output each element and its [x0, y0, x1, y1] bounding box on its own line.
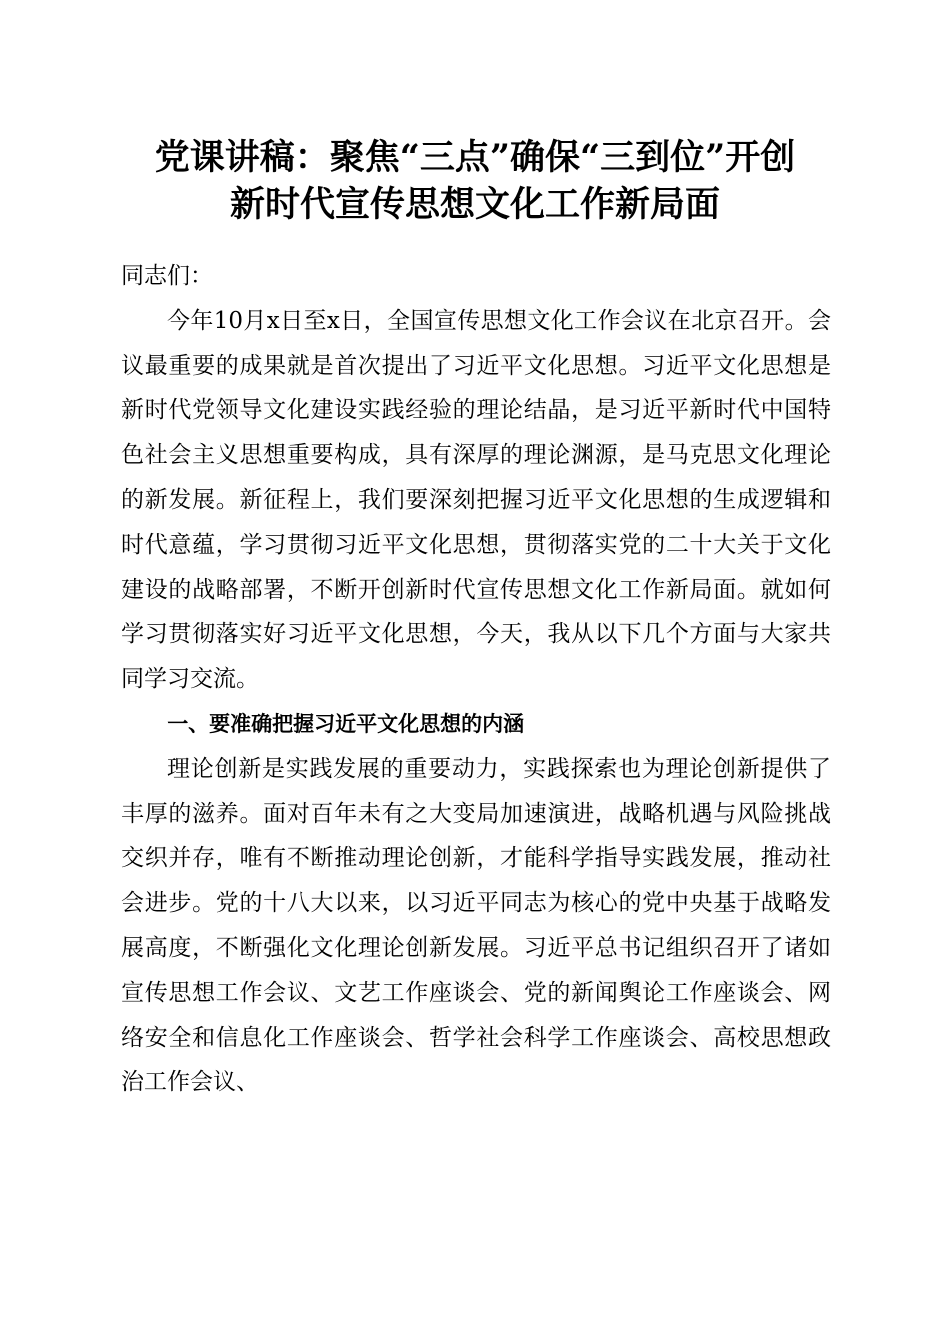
document-body [121, 254, 831, 1105]
section-heading: 一、要准确把握习近平文化思想的内涵 [167, 711, 525, 736]
intro-paragraph: 今年10月x日至x日，全国宣传思想文化工作会议在北京召开。会议最重要的成果就是首次提出了习近平文化思想。习近平文化思想是新时代党领导文化建设实践经验的理论结晶，是习近平新时代中国特色社会主义思想重要构成，具有深厚的理论渊源，是马克思文化理论的新发展。新征程上，我们要深刻把握习近平文化思想的生成逻辑和时代意蕴，学习贯彻习近平文化思想，贯彻落实党的二十大关于文化建设的战略部署，不断开创新时代宣传思想文化工作新局面。就如何学习贯彻落实好习近平文化思想，今天，我从以下几个方面与大家共同学习交流。 [121, 307, 831, 693]
salutation: 同志们： [121, 263, 213, 289]
document-title [100, 134, 850, 228]
section-paragraph: 理论创新是实践发展的重要动力，实践探索也为理论创新提供了丰厚的滋养。面对百年未有之大变局加速演进，战略机遇与风险挑战交织并存，唯有不断推动理论创新，才能科学指导实践发展，推动社会进步。党的十八大以来，以习近平同志为核心的党中央基于战略发展高度，不断强化文化理论创新发展。习近平总书记组织召开了诸如宣传思想工作会议、文艺工作座谈会、党的新闻舆论工作座谈会、网络安全和信息化工作座谈会、哲学社会科学工作座谈会、高校思想政治工作会议、 [121, 755, 831, 1096]
title-line-1: 党课讲稿：聚焦“三点”确保“三到位”开创 [154, 137, 796, 178]
title-line-2: 新时代宣传思想文化工作新局面 [229, 184, 720, 225]
